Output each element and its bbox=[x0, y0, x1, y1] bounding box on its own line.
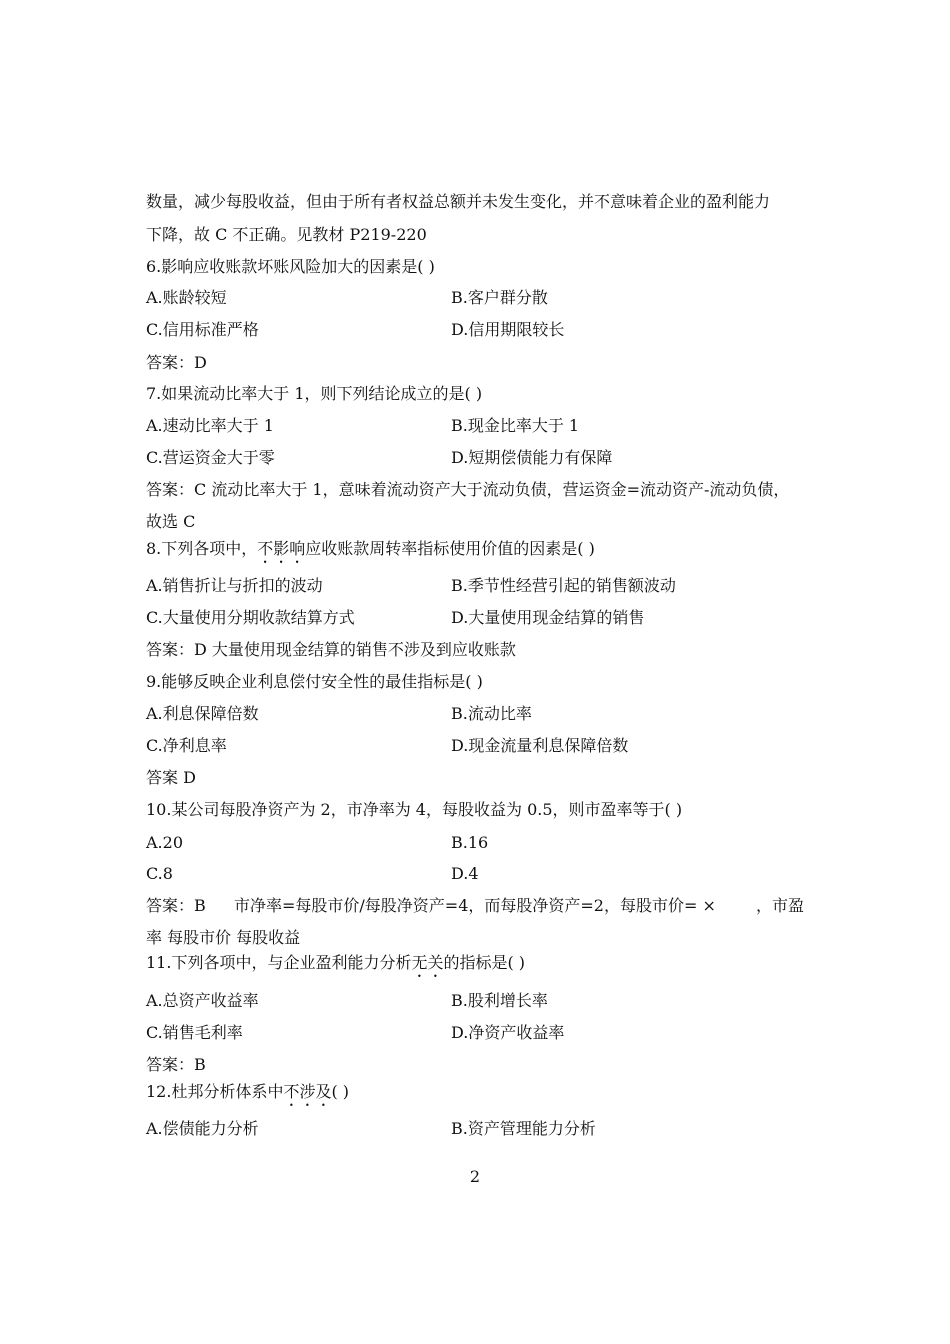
q7-stem: 7.如果流动比率大于 1，则下列结论成立的是( ) bbox=[146, 384, 483, 403]
q9-option-a: A.利息保障倍数 bbox=[146, 704, 259, 723]
q6-option-b: B.客户群分散 bbox=[451, 288, 548, 307]
q10-option-d: D.4 bbox=[451, 864, 479, 883]
q10-answer-explanation: 市净率=每股市价/每股净资产=4，而每股净资产=2，每股市价= × bbox=[234, 896, 716, 915]
q6-stem: 6.影响应收账款坏账风险加大的因素是( ) bbox=[146, 257, 435, 276]
q10-answer-line-2: 率 每股市价 每股收益 bbox=[146, 928, 301, 947]
q7-option-c: C.营运资金大于零 bbox=[146, 448, 275, 467]
q10-answer-label: 答案：B bbox=[146, 896, 206, 915]
q12-option-b: B.资产管理能力分析 bbox=[451, 1119, 596, 1138]
q12-stem bbox=[146, 1082, 349, 1110]
q8-stem-emphasis: 不影响 bbox=[257, 539, 306, 558]
q12-stem-pre: 12.杜邦分析体系中 bbox=[146, 1082, 284, 1101]
q8-option-a: A.销售折让与折扣的波动 bbox=[146, 576, 323, 595]
q10-stem: 10.某公司每股净资产为 2，市净率为 4，每股收益为 0.5，则市盈率等于( ) bbox=[146, 800, 683, 819]
q10-option-b: B.16 bbox=[451, 833, 489, 852]
q11-stem-emphasis: 无关 bbox=[411, 953, 444, 972]
q7-answer-line-2: 故选 C bbox=[146, 512, 196, 531]
q8-stem bbox=[146, 539, 595, 567]
q6-option-d: D.信用期限较长 bbox=[451, 320, 565, 339]
q11-option-b: B.股利增长率 bbox=[451, 991, 548, 1010]
q8-answer: 答案：D 大量使用现金结算的销售不涉及到应收账款 bbox=[146, 640, 516, 659]
q7-option-a: A.速动比率大于 1 bbox=[146, 416, 274, 435]
q7-answer-line-1: 答案：C 流动比率大于 1，意味着流动资产大于流动负债，营运资金=流动资产-流动负债， bbox=[146, 480, 790, 499]
continuation-line-1: 数量，减少每股收益，但由于所有者权益总额并未发生变化，并不意味着企业的盈利能力 bbox=[146, 192, 771, 211]
q8-option-c: C.大量使用分期收款结算方式 bbox=[146, 608, 355, 627]
q11-answer: 答案：B bbox=[146, 1055, 206, 1074]
q10-option-a: A.20 bbox=[146, 833, 183, 852]
q6-answer: 答案：D bbox=[146, 353, 207, 372]
q11-stem bbox=[146, 953, 525, 981]
q8-option-b: B.季节性经营引起的销售额波动 bbox=[451, 576, 676, 595]
q8-stem-pre: 8.下列各项中， bbox=[146, 539, 258, 558]
q9-option-d: D.现金流量利息保障倍数 bbox=[451, 736, 629, 755]
q11-option-c: C.销售毛利率 bbox=[146, 1023, 243, 1042]
q11-stem-pre: 11.下列各项中，与企业盈利能力分析 bbox=[146, 953, 412, 972]
q10-option-c: C.8 bbox=[146, 864, 173, 883]
q9-option-c: C.净利息率 bbox=[146, 736, 227, 755]
q9-answer: 答案 D bbox=[146, 768, 196, 787]
q11-option-a: A.总资产收益率 bbox=[146, 991, 259, 1010]
q6-option-a: A.账龄较短 bbox=[146, 288, 227, 307]
q9-option-b: B.流动比率 bbox=[451, 704, 532, 723]
q7-option-d: D.短期偿债能力有保障 bbox=[451, 448, 613, 467]
q10-answer-line-end: ，市盈 bbox=[756, 896, 805, 915]
page-number: 2 bbox=[469, 1167, 481, 1186]
q12-stem-emphasis: 不涉及 bbox=[283, 1082, 332, 1101]
q9-stem: 9.能够反映企业利息偿付安全性的最佳指标是( ) bbox=[146, 672, 483, 691]
q11-stem-post: 的指标是( ) bbox=[443, 953, 526, 972]
q12-stem-post: ( ) bbox=[331, 1082, 350, 1101]
q12-option-a: A.偿债能力分析 bbox=[146, 1119, 259, 1138]
q6-option-c: C.信用标准严格 bbox=[146, 320, 259, 339]
q8-option-d: D.大量使用现金结算的销售 bbox=[451, 608, 645, 627]
continuation-line-2: 下降，故 C 不正确。见教材 P219-220 bbox=[146, 225, 427, 244]
q11-option-d: D.净资产收益率 bbox=[451, 1023, 565, 1042]
q7-option-b: B.现金比率大于 1 bbox=[451, 416, 580, 435]
q8-stem-post: 应收账款周转率指标使用价值的因素是( ) bbox=[305, 539, 595, 558]
